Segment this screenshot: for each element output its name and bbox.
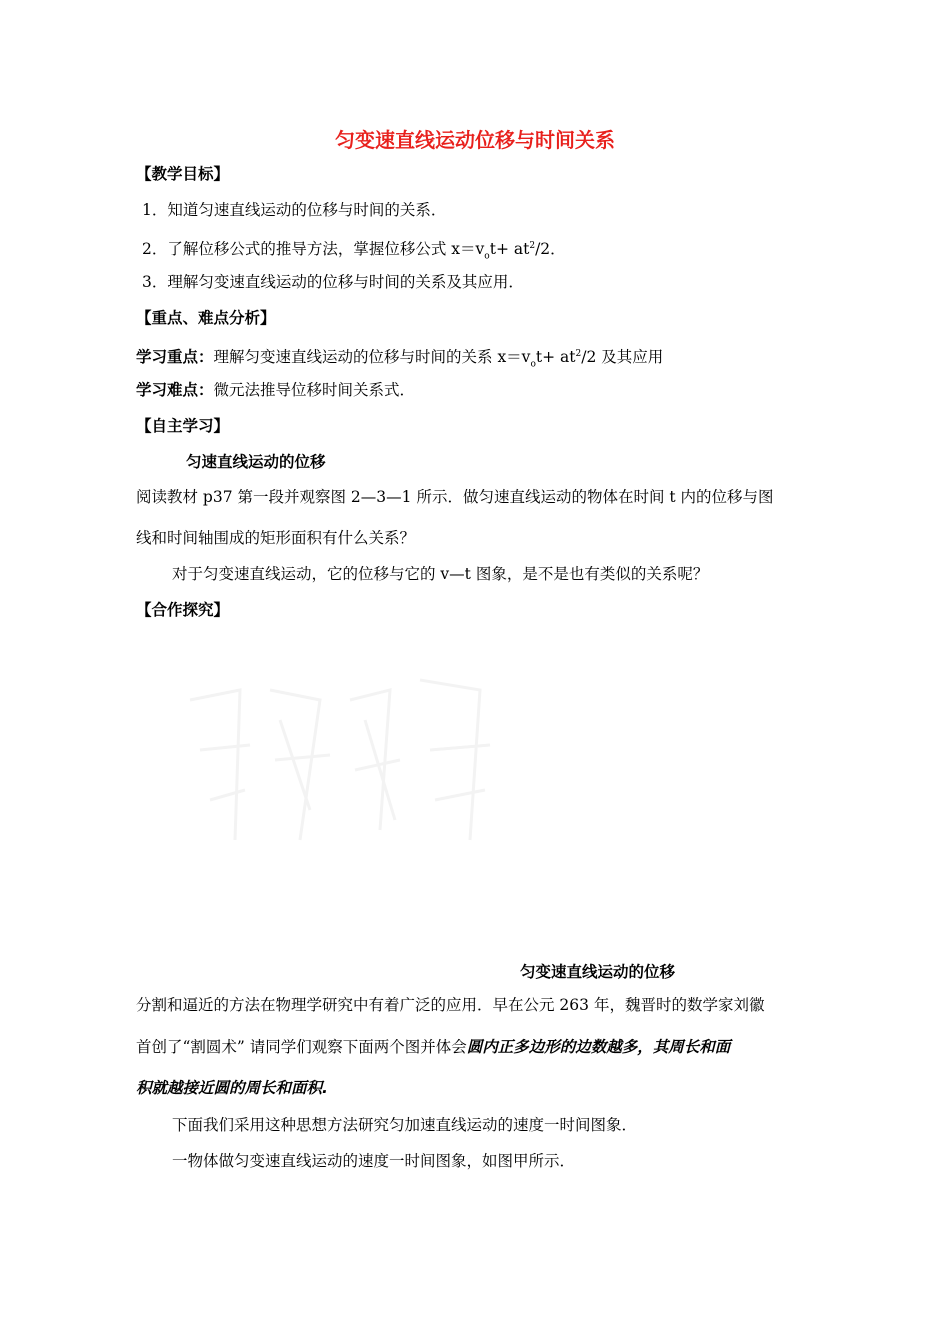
key-text-a: 理解匀变速直线运动的位移与时间的关系 x＝v <box>213 348 531 367</box>
goals-heading: 【教学目标】 <box>136 165 230 183</box>
goal-item-2 <box>142 236 566 266</box>
cooperation-paragraph-1b <box>136 1037 730 1057</box>
page-title: 匀变速直线运动位移与时间关系 <box>335 128 615 152</box>
goal-2-text: 2．了解位移公式的推导方法，掌握位移公式 x＝v <box>142 240 485 259</box>
self-study-paragraph-1a: 阅读教材 p37 第一段并观察图 2—3—1 所示．做匀速直线运动的物体在时间 t 内的位移与图 <box>136 488 774 506</box>
difficulty-label: 学习难点： <box>136 381 214 399</box>
self-study-heading: 【自主学习】 <box>136 417 230 435</box>
cooperation-paragraph-1c: 积就越接近圆的周长和面积. <box>136 1079 328 1097</box>
watermark-svg <box>180 660 520 860</box>
cooperation-paragraph-2: 下面我们采用这种思想方法研究匀加速直线运动的速度一时间图象． <box>172 1116 638 1134</box>
self-study-subheading: 匀速直线运动的位移 <box>186 453 326 471</box>
difficulty-point <box>136 380 415 400</box>
key-label: 学习重点： <box>136 348 214 367</box>
self-study-paragraph-1b: 线和时间轴围成的矩形面积有什么关系？ <box>136 529 416 547</box>
goal-item-1: 1．知道匀速直线运动的位移与时间的关系． <box>142 201 447 219</box>
watermark-figure <box>180 660 520 860</box>
key-text-c: /2 及其应用 <box>581 348 664 367</box>
key-subscript: o <box>530 359 536 370</box>
goal-2-end: /2． <box>535 240 566 259</box>
goal-2-subscript: o <box>484 251 490 262</box>
cooperation-paragraph-1b-plain: 首创了“割圆术” 请同学们观察下面两个图并体会 <box>136 1038 467 1056</box>
self-study-paragraph-2: 对于匀变速直线运动，它的位移与它的 v—t 图象，是不是也有类似的关系呢？ <box>172 565 709 583</box>
cooperation-paragraph-1a: 分割和逼近的方法在物理学研究中有着广泛的应用．早在公元 263 年，魏晋时的数学家刘徽 <box>136 996 765 1014</box>
cooperation-heading: 【合作探究】 <box>136 601 230 619</box>
difficulty-text: 微元法推导位移时间关系式． <box>213 381 416 399</box>
cooperation-paragraph-1b-emphasis: 圆内正多边形的边数越多，其周长和面 <box>466 1038 731 1056</box>
key-superscript: 2 <box>575 349 582 359</box>
cooperation-subheading: 匀变速直线运动的位移 <box>520 963 676 981</box>
key-point <box>136 344 663 374</box>
goal-2-mid: t+ at <box>489 240 530 259</box>
key-text-b: t+ at <box>535 348 576 367</box>
goal-item-3: 3．理解匀变速直线运动的位移与时间的关系及其应用． <box>142 273 524 291</box>
cooperation-paragraph-3: 一物体做匀变速直线运动的速度一时间图象，如图甲所示． <box>172 1152 576 1170</box>
goal-2-superscript: 2 <box>529 241 536 251</box>
key-heading: 【重点、难点分析】 <box>136 309 276 327</box>
